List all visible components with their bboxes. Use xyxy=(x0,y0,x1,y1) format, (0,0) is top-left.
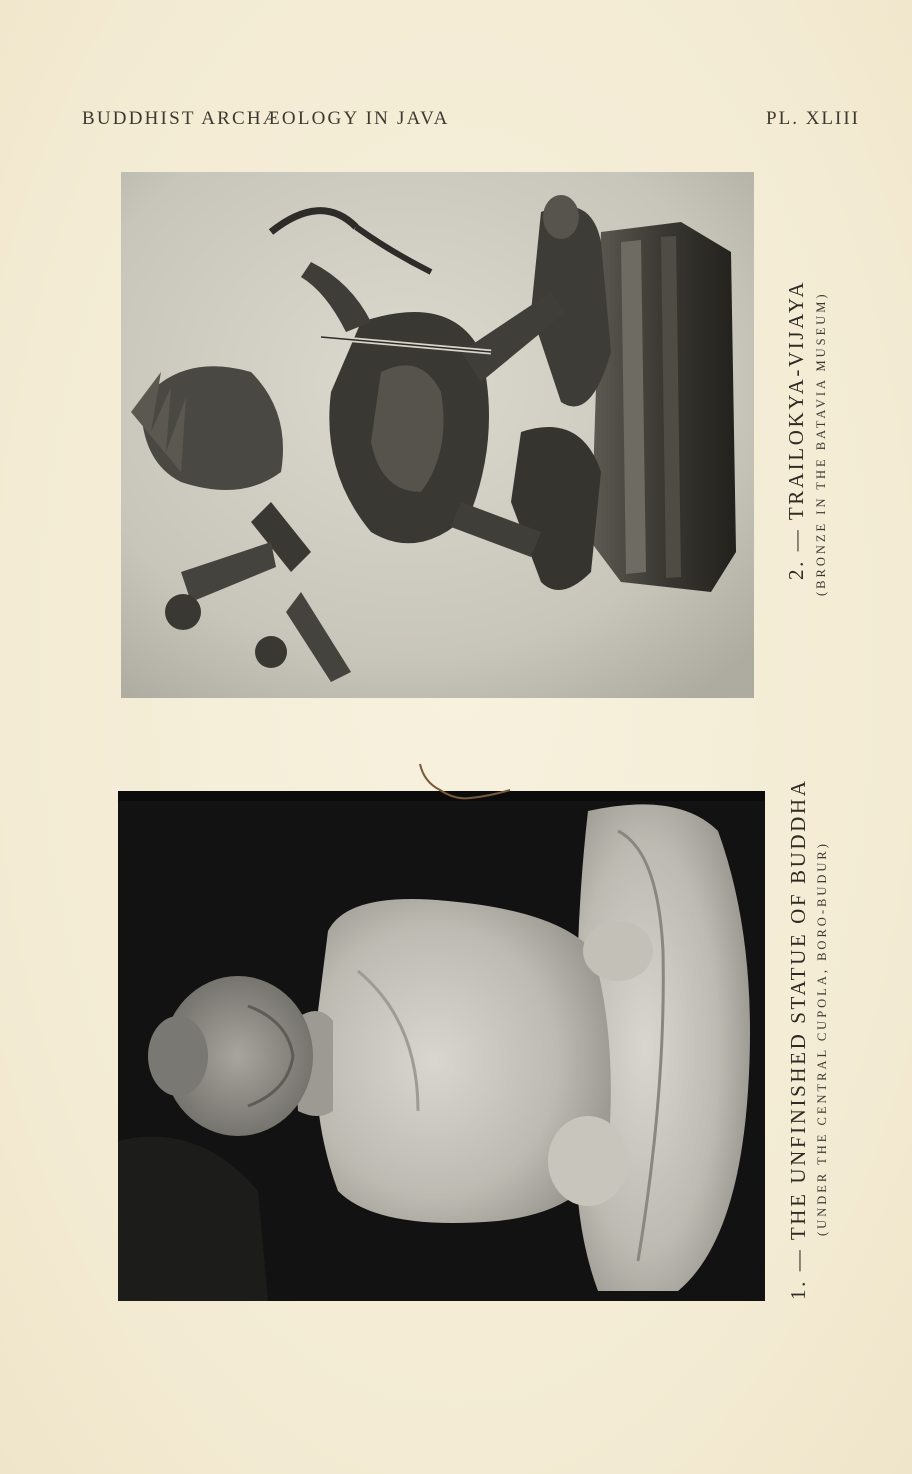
photo-unfinished-buddha xyxy=(118,791,765,1301)
photo-trailokya-vijaya xyxy=(121,172,754,698)
stone-buddha-illustration xyxy=(118,791,765,1301)
plate-number: PL. XLIII xyxy=(766,108,860,129)
figure-2-subcaption: (BRONZE IN THE BATAVIA MUSEUM) xyxy=(814,291,828,596)
figure-2-caption: 2. — TRAILOKYA-VIJAYA xyxy=(784,279,808,580)
running-title: BUDDHIST ARCHÆOLOGY IN JAVA xyxy=(82,108,450,129)
figure-1-subcaption: (UNDER THE CENTRAL CUPOLA, BORO-BUDUR) xyxy=(815,841,829,1236)
stray-thread-mark xyxy=(410,760,520,820)
bronze-statue-illustration xyxy=(121,172,754,698)
figure-1-caption: 1. — THE UNFINISHED STATUE OF BUDDHA xyxy=(786,778,810,1300)
